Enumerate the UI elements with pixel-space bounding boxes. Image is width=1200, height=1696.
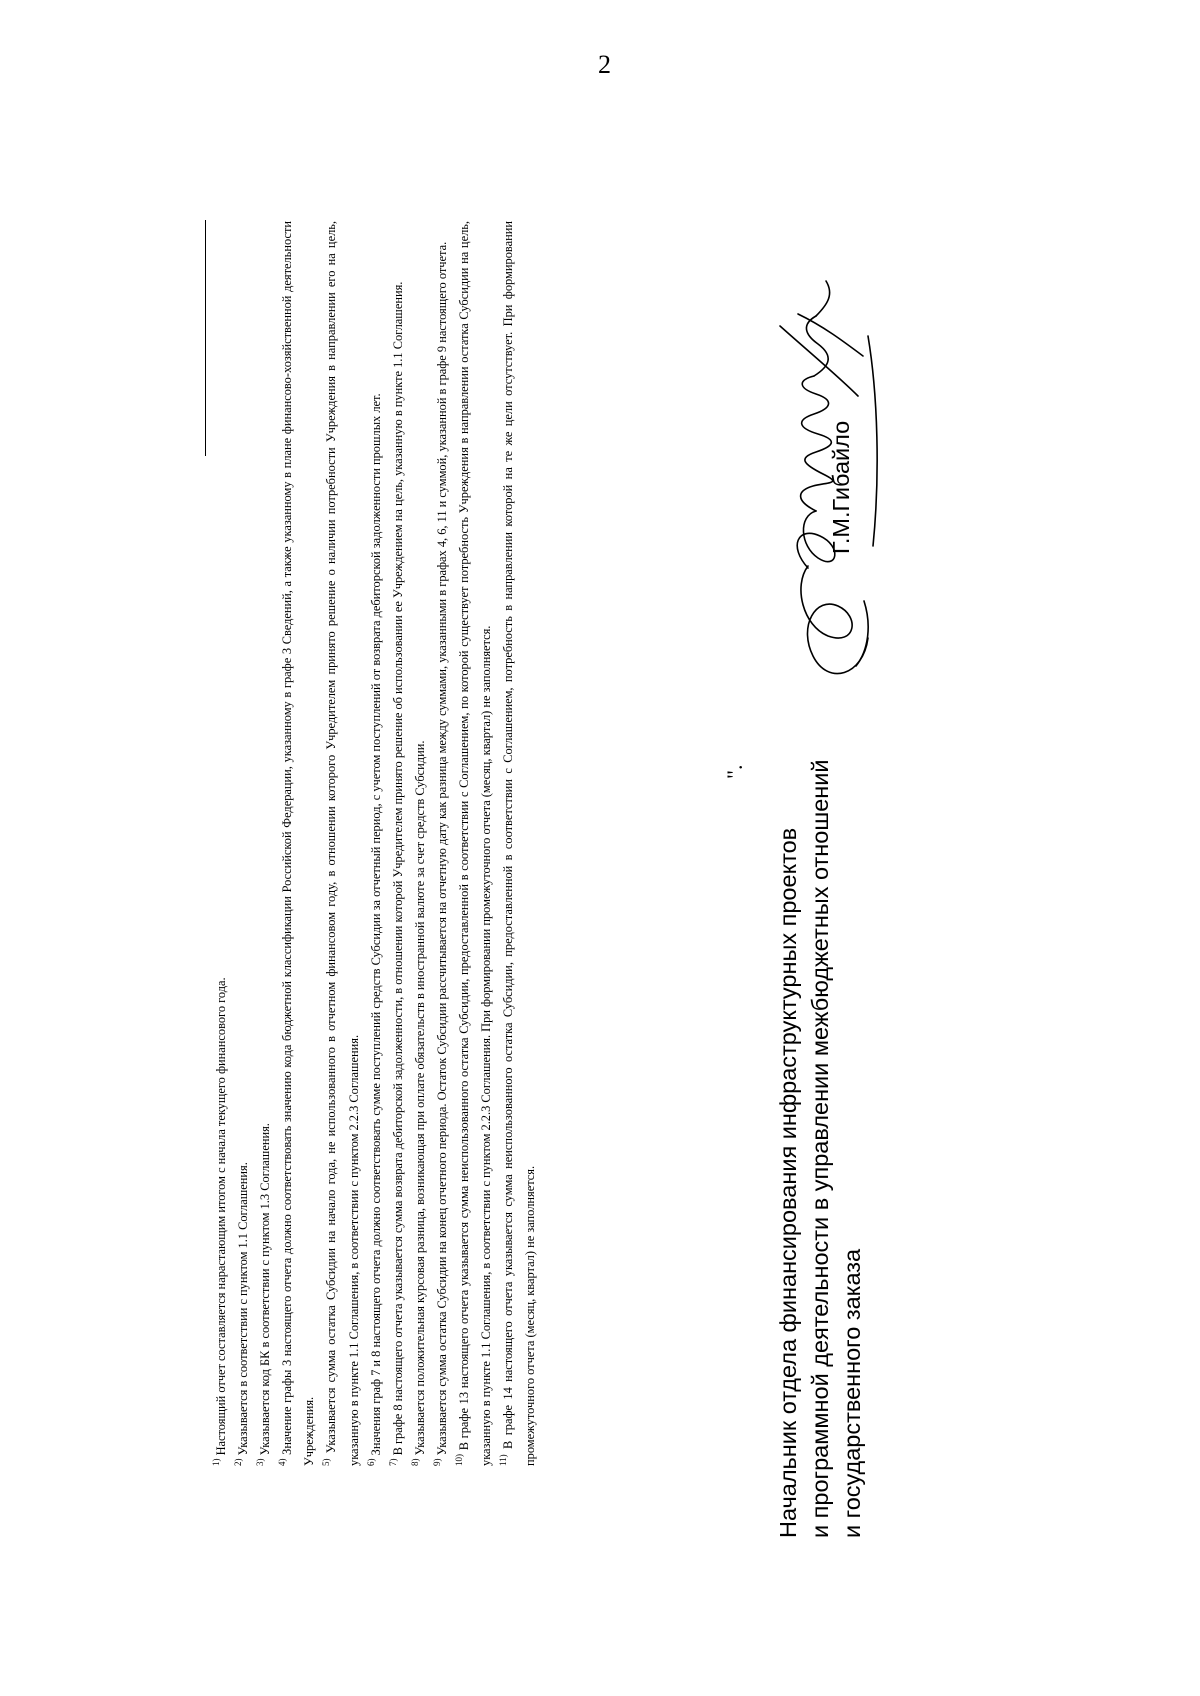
footnote-10: [453, 221, 497, 1466]
footnote-text: Настоящий отчет составляется нарастающим итогом с начала текущего финансового года.: [214, 977, 228, 1456]
position-line-3: и государственного заказа: [839, 1248, 865, 1538]
footnote-text: Значение графы 3 настоящего отчета должно соответствовать значению кода бюджетной классификации Российской Федерации, указанному в графе 3 Сведений, а также указанному в плане финансово-хозяйственной деятельности Учреждения.: [280, 221, 317, 1466]
footnote-mark: 10): [454, 1454, 465, 1466]
footnote-mark: 6): [365, 1458, 376, 1466]
footnote-mark: 11): [498, 1454, 509, 1466]
footnote-5: [320, 221, 364, 1466]
footnote-mark: 7): [387, 1458, 398, 1466]
page-number: 2: [598, 50, 611, 79]
footnote-7: [387, 221, 409, 1466]
footnote-text: Значения граф 7 и 8 настоящего отчета должно соответствовать сумме поступлений средств Субсидии за отчетный период, с учетом поступлений от возврата дебиторской задолженности прошлых лет.: [368, 393, 383, 1456]
position-line-1: Начальник отдела финансирования инфраструктурных проектов: [775, 827, 801, 1538]
footnote-3: [254, 221, 276, 1466]
footnote-6: [365, 221, 387, 1466]
footnote-mark: 5): [321, 1458, 332, 1466]
closing-quote: ".: [722, 764, 747, 779]
signatory-name: Г.М.Гибайло: [828, 420, 854, 554]
footnotes: [210, 221, 541, 1466]
footnote-mark: 9): [431, 1458, 442, 1466]
footnote-mark: 4): [277, 1458, 288, 1466]
footnote-separator: [205, 220, 206, 456]
footnote-text: Указывается код БК в соответствии с пунктом 1.3 Соглашения.: [258, 1123, 273, 1456]
position-line-2: и программной деятельности в управлении межбюджетных отношений: [807, 759, 833, 1538]
footnote-8: [409, 221, 431, 1466]
footnote-mark: 2): [233, 1458, 244, 1466]
footnote-2: [232, 221, 254, 1466]
signatory-position: [772, 718, 868, 1538]
footnote-text: Указывается положительная курсовая разница, возникающая при оплате обязательств в иностранной валюте за счет средств Субсидии.: [412, 740, 427, 1456]
footnote-text: Указывается сумма остатка Субсидии на начало года, не использованного в отчетном финансовом году, в отношении которого Учредителем принято решение о наличии потребности Учреждения в направлении его на цель, указанную в пункте 1.1 Соглашения, в соответствии с пунктом 2.2.3 Соглашения.: [324, 221, 361, 1466]
footnote-4: [276, 221, 320, 1466]
footnote-text: Указывается сумма остатка Субсидии на конец отчетного периода. Остаток Субсидии рассчитывается на отчетную дату как разница между суммами, указанными в графах 4, 6, 11 и суммой, указанной в графе 9 настоящего отчета.: [434, 241, 449, 1456]
footnote-text: В графе 14 настоящего отчета указывается сумма неиспользованного остатка Субсидии, предоставленной в соответствии с Соглашением, потребность в направлении которой на те же цели отсутствует. При формировании промежуточного отчета (месяц, квартал) не заполняется.: [501, 221, 538, 1466]
footnote-1: [210, 221, 232, 1466]
footnote-mark: 3): [255, 1458, 266, 1466]
footnote-mark: 8): [409, 1458, 420, 1466]
footnote-11: [497, 221, 541, 1466]
footnote-9: [431, 221, 453, 1466]
footnote-mark: 1): [211, 1458, 221, 1466]
footnote-text: В графе 13 настоящего отчета указывается сумма неиспользованного остатка Субсидии, предоставленной в соответствии с Соглашением, по которой существует потребность Учреждения в направлении остатка Субсидии на цель, указанную в пункте 1.1 Соглашения, в соответствии с пунктом 2.2.3 Соглашения. При формировании промежуточного отчета (месяц, квартал) не заполняется.: [457, 221, 494, 1466]
footnote-text: В графе 8 настоящего отчета указывается сумма возврата дебиторской задолженности, в отношении которой Учредителем принято решение об использовании ее Учреждением на цель, указанную в пункте 1.1 Соглашения.: [390, 281, 405, 1456]
footnote-text: Указывается в соответствии с пунктом 1.1 Соглашения.: [236, 1162, 251, 1456]
